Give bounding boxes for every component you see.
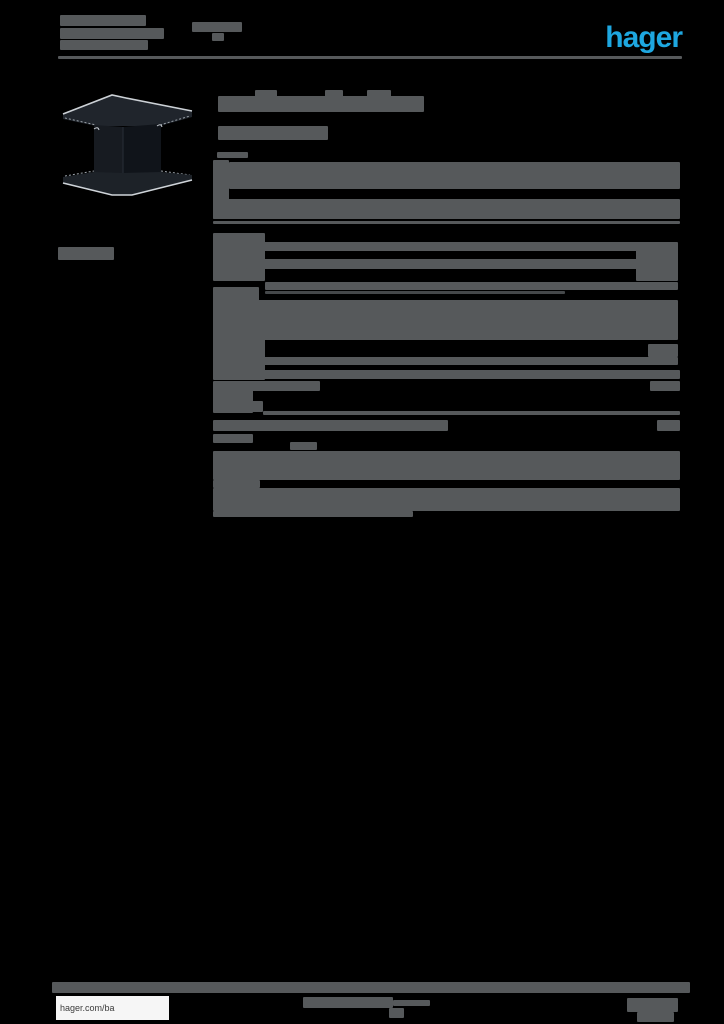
footer-center-bar (393, 1000, 430, 1006)
table-row-bar (263, 370, 680, 379)
table-multiline-block (213, 488, 680, 511)
header-line-3 (60, 40, 148, 50)
table-label-part (290, 442, 317, 450)
product-image (60, 88, 195, 205)
table-leader-dots (265, 291, 565, 294)
title-bar (218, 96, 424, 112)
table-value (657, 420, 680, 431)
table-label (213, 480, 260, 488)
table-multiline-block (213, 451, 680, 480)
table-row-text (213, 420, 448, 431)
description-paragraph-1 (229, 162, 680, 189)
table-row-bar (246, 242, 678, 251)
header-divider (58, 56, 682, 59)
description-paragraph-2 (213, 199, 680, 219)
header-line-2 (60, 28, 164, 39)
table-label-col (213, 233, 265, 281)
header-line-2b (212, 33, 224, 41)
footer-page-block (637, 1012, 674, 1022)
product-bottom-flange (63, 172, 192, 195)
table-value (648, 344, 678, 357)
table-row-bar (213, 357, 678, 365)
footer-url-text: hager.com/ba (60, 1003, 115, 1013)
table-label-long (213, 381, 320, 391)
table-rule-thin (263, 411, 680, 415)
footer-center-bar (389, 1008, 404, 1018)
footer-page-block (627, 998, 678, 1012)
table-tail-bar (213, 511, 413, 517)
table-multiline-block (213, 300, 678, 340)
table-label-part (213, 434, 253, 443)
section-rule (213, 221, 680, 224)
header-line-1b (192, 22, 242, 32)
margin-label (58, 247, 114, 260)
subtitle-bar (218, 126, 328, 140)
header-line-1 (60, 15, 146, 26)
product-corner-piece-illustration (60, 88, 195, 205)
table-value-col (636, 243, 678, 281)
footer-top-bar (52, 982, 690, 993)
footer-center-bar (303, 997, 393, 1008)
footer-url-box[interactable] (56, 996, 169, 1020)
table-value (650, 381, 680, 391)
table-row-bar (246, 259, 672, 269)
hager-logo: hager (605, 21, 682, 54)
description-mini-label (217, 152, 248, 158)
table-row-bar (265, 282, 678, 290)
table-label (213, 401, 263, 412)
